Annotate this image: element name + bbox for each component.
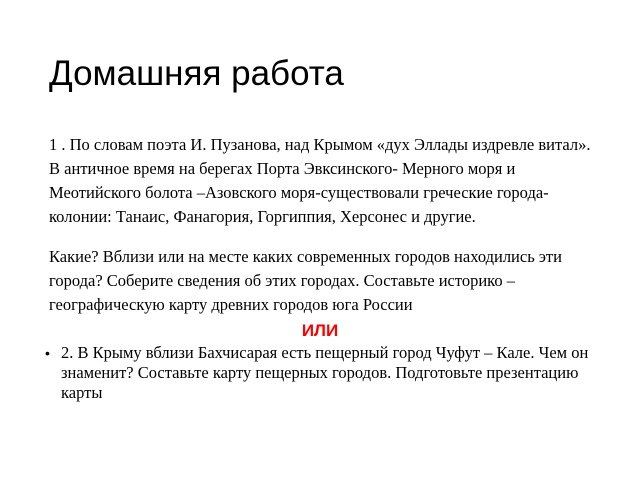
slide-title: Домашняя работа <box>49 54 344 93</box>
bullet-list <box>45 343 605 403</box>
or-separator: ИЛИ <box>301 321 339 340</box>
bullet-text: 2. В Крыму вблизи Бахчисарая есть пещерный город Чуфут – Кале. Чем он знаменит? Составьте карту пещерных городов. Подготовьте презентацию карты <box>61 343 589 402</box>
assignment-paragraph-2: Какие? Вблизи или на месте каких современных городов находились эти города? Соберите сведения об этих городах. Составьте историко –географическую карту древних городов юга России <box>49 247 562 314</box>
list-item <box>45 343 605 403</box>
bullet-icon: • <box>45 345 50 361</box>
assignment-paragraph-1: 1 . По словам поэта И. Пузанова, над Крымом «дух Эллады издревле витал». В античное время на берегах Порта Эвксинского- Мерного моря и Меотийского болота –Азовского моря-существовали греческие города-колонии: Танаис, Фанагория, Горгиппия, Херсонес и другие. <box>49 135 591 226</box>
